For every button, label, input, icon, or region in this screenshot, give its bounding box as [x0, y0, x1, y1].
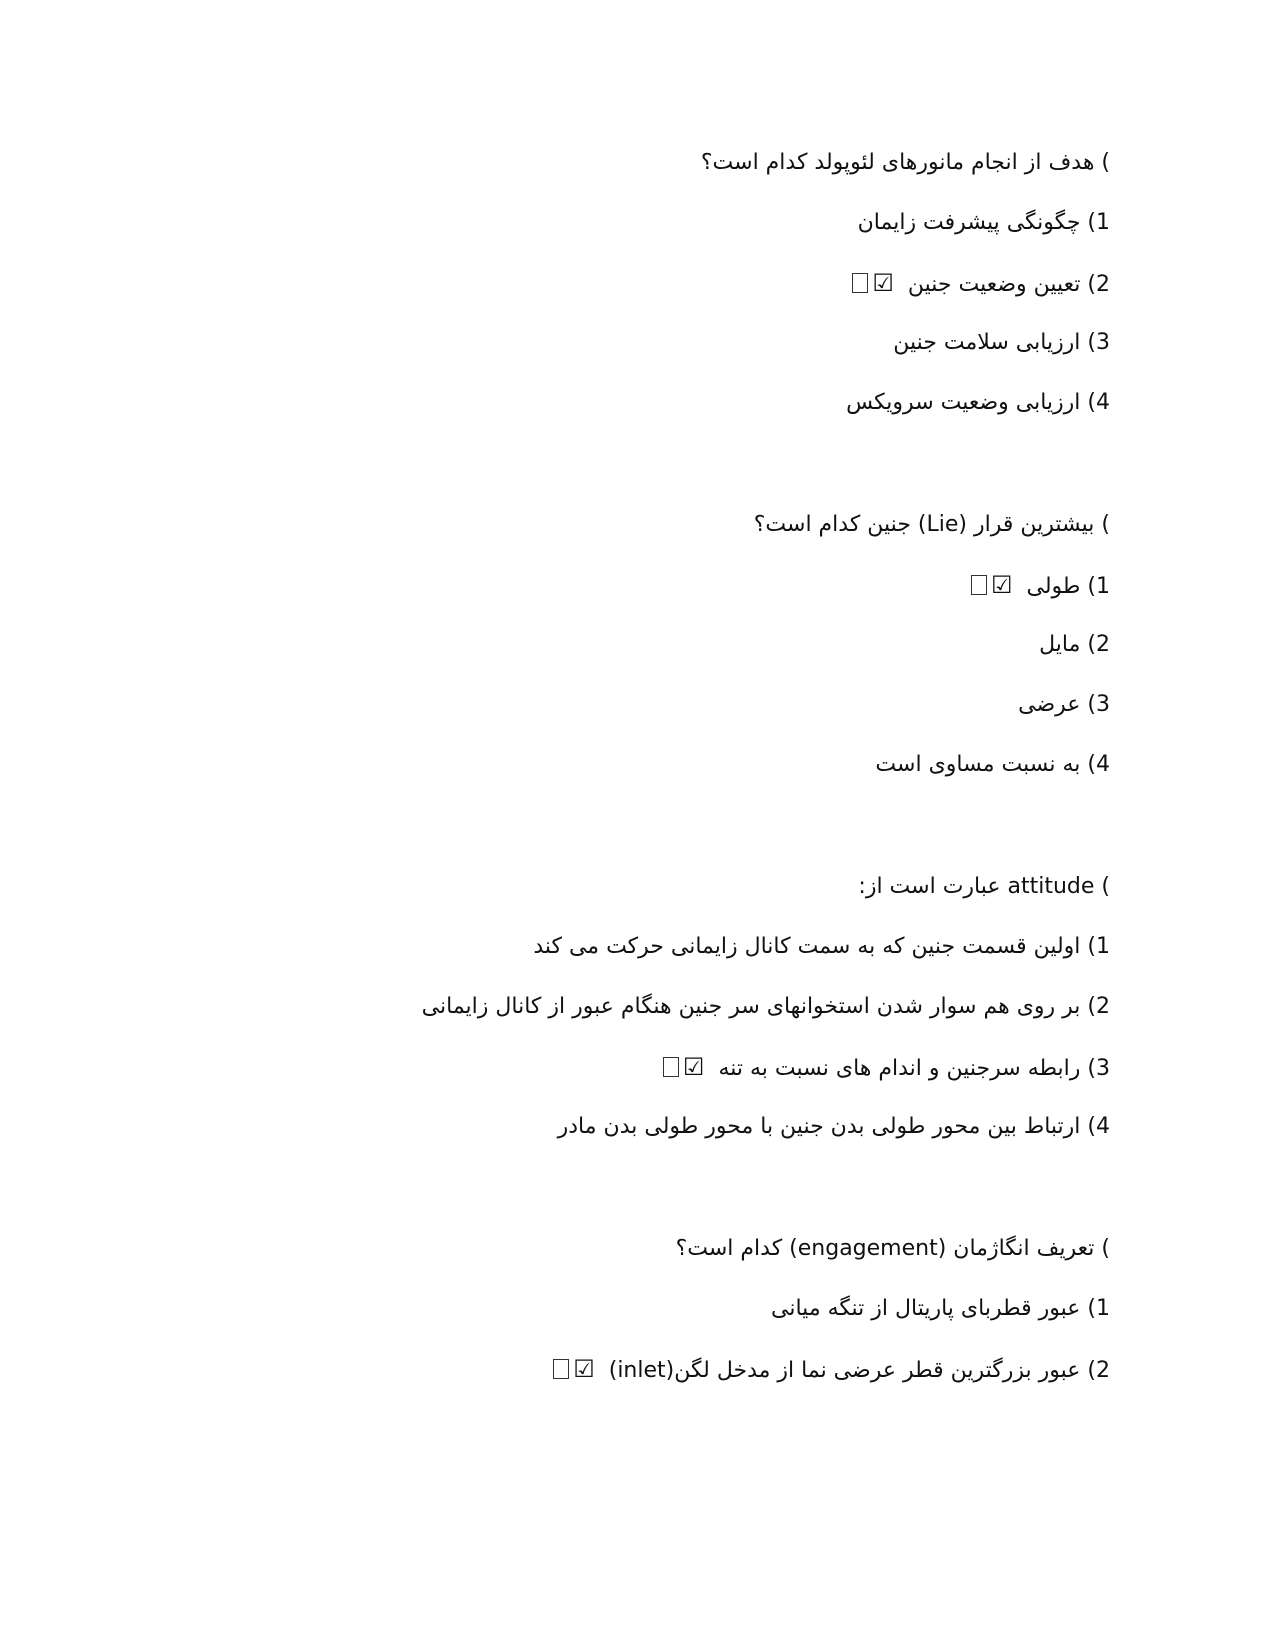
question-2-option-2: 2) مایل: [1039, 632, 1110, 657]
question-3-option-2: 2) بر روی هم سوار شدن استخوانهای سر جنین هنگام عبور از کانال زایمانی: [421, 994, 1110, 1019]
question-1-option-4: 4) ارزیابی وضعیت سرویکس: [846, 390, 1110, 415]
question-1-option-1: 1) چگونگی پیشرفت زایمان: [857, 210, 1110, 235]
question-2-option-3: 3) عرضی: [1018, 692, 1110, 717]
question-2-option-4: 4) به نسبت مساوی است: [875, 752, 1110, 777]
question-1-option-3: 3) ارزیابی سلامت جنین: [893, 330, 1110, 355]
question-2-option-1: 1) طولی☑: [971, 570, 1110, 600]
question-1-text: ) هدف از انجام مانورهای لئوپولد کدام است؟: [700, 150, 1110, 175]
answer-checkmark-icon: ☑: [971, 570, 1013, 600]
question-3-option-4: 4) ارتباط بین محور طولی بدن جنین با محور طولی بدن مادر: [557, 1114, 1110, 1139]
question-4-text: ) تعریف انگاژمان (engagement) کدام است؟: [675, 1236, 1110, 1261]
question-3-option-3: 3) رابطه سرجنین و اندام های نسبت به تنه☑: [663, 1052, 1110, 1082]
question-4-option-1: 1) عبور قطربای پاریتال از تنگه میانی: [771, 1296, 1110, 1321]
answer-checkmark-icon: ☑: [663, 1052, 705, 1082]
answer-checkmark-icon: ☑: [852, 268, 894, 298]
question-3-option-1: 1) اولین قسمت جنین که به سمت کانال زایمانی حرکت می کند: [533, 934, 1110, 959]
question-3-text: ) attitude عبارت است از:: [858, 874, 1110, 899]
answer-checkmark-icon: ☑: [553, 1354, 595, 1384]
question-2-text: ) بیشترین قرار (Lie) جنین کدام است؟: [753, 512, 1110, 537]
question-1-option-2: 2) تعیین وضعیت جنین☑: [852, 268, 1110, 298]
question-4-option-2: 2) عبور بزرگترین قطر عرضی نما از مدخل لگن(inlet)☑: [553, 1354, 1110, 1384]
